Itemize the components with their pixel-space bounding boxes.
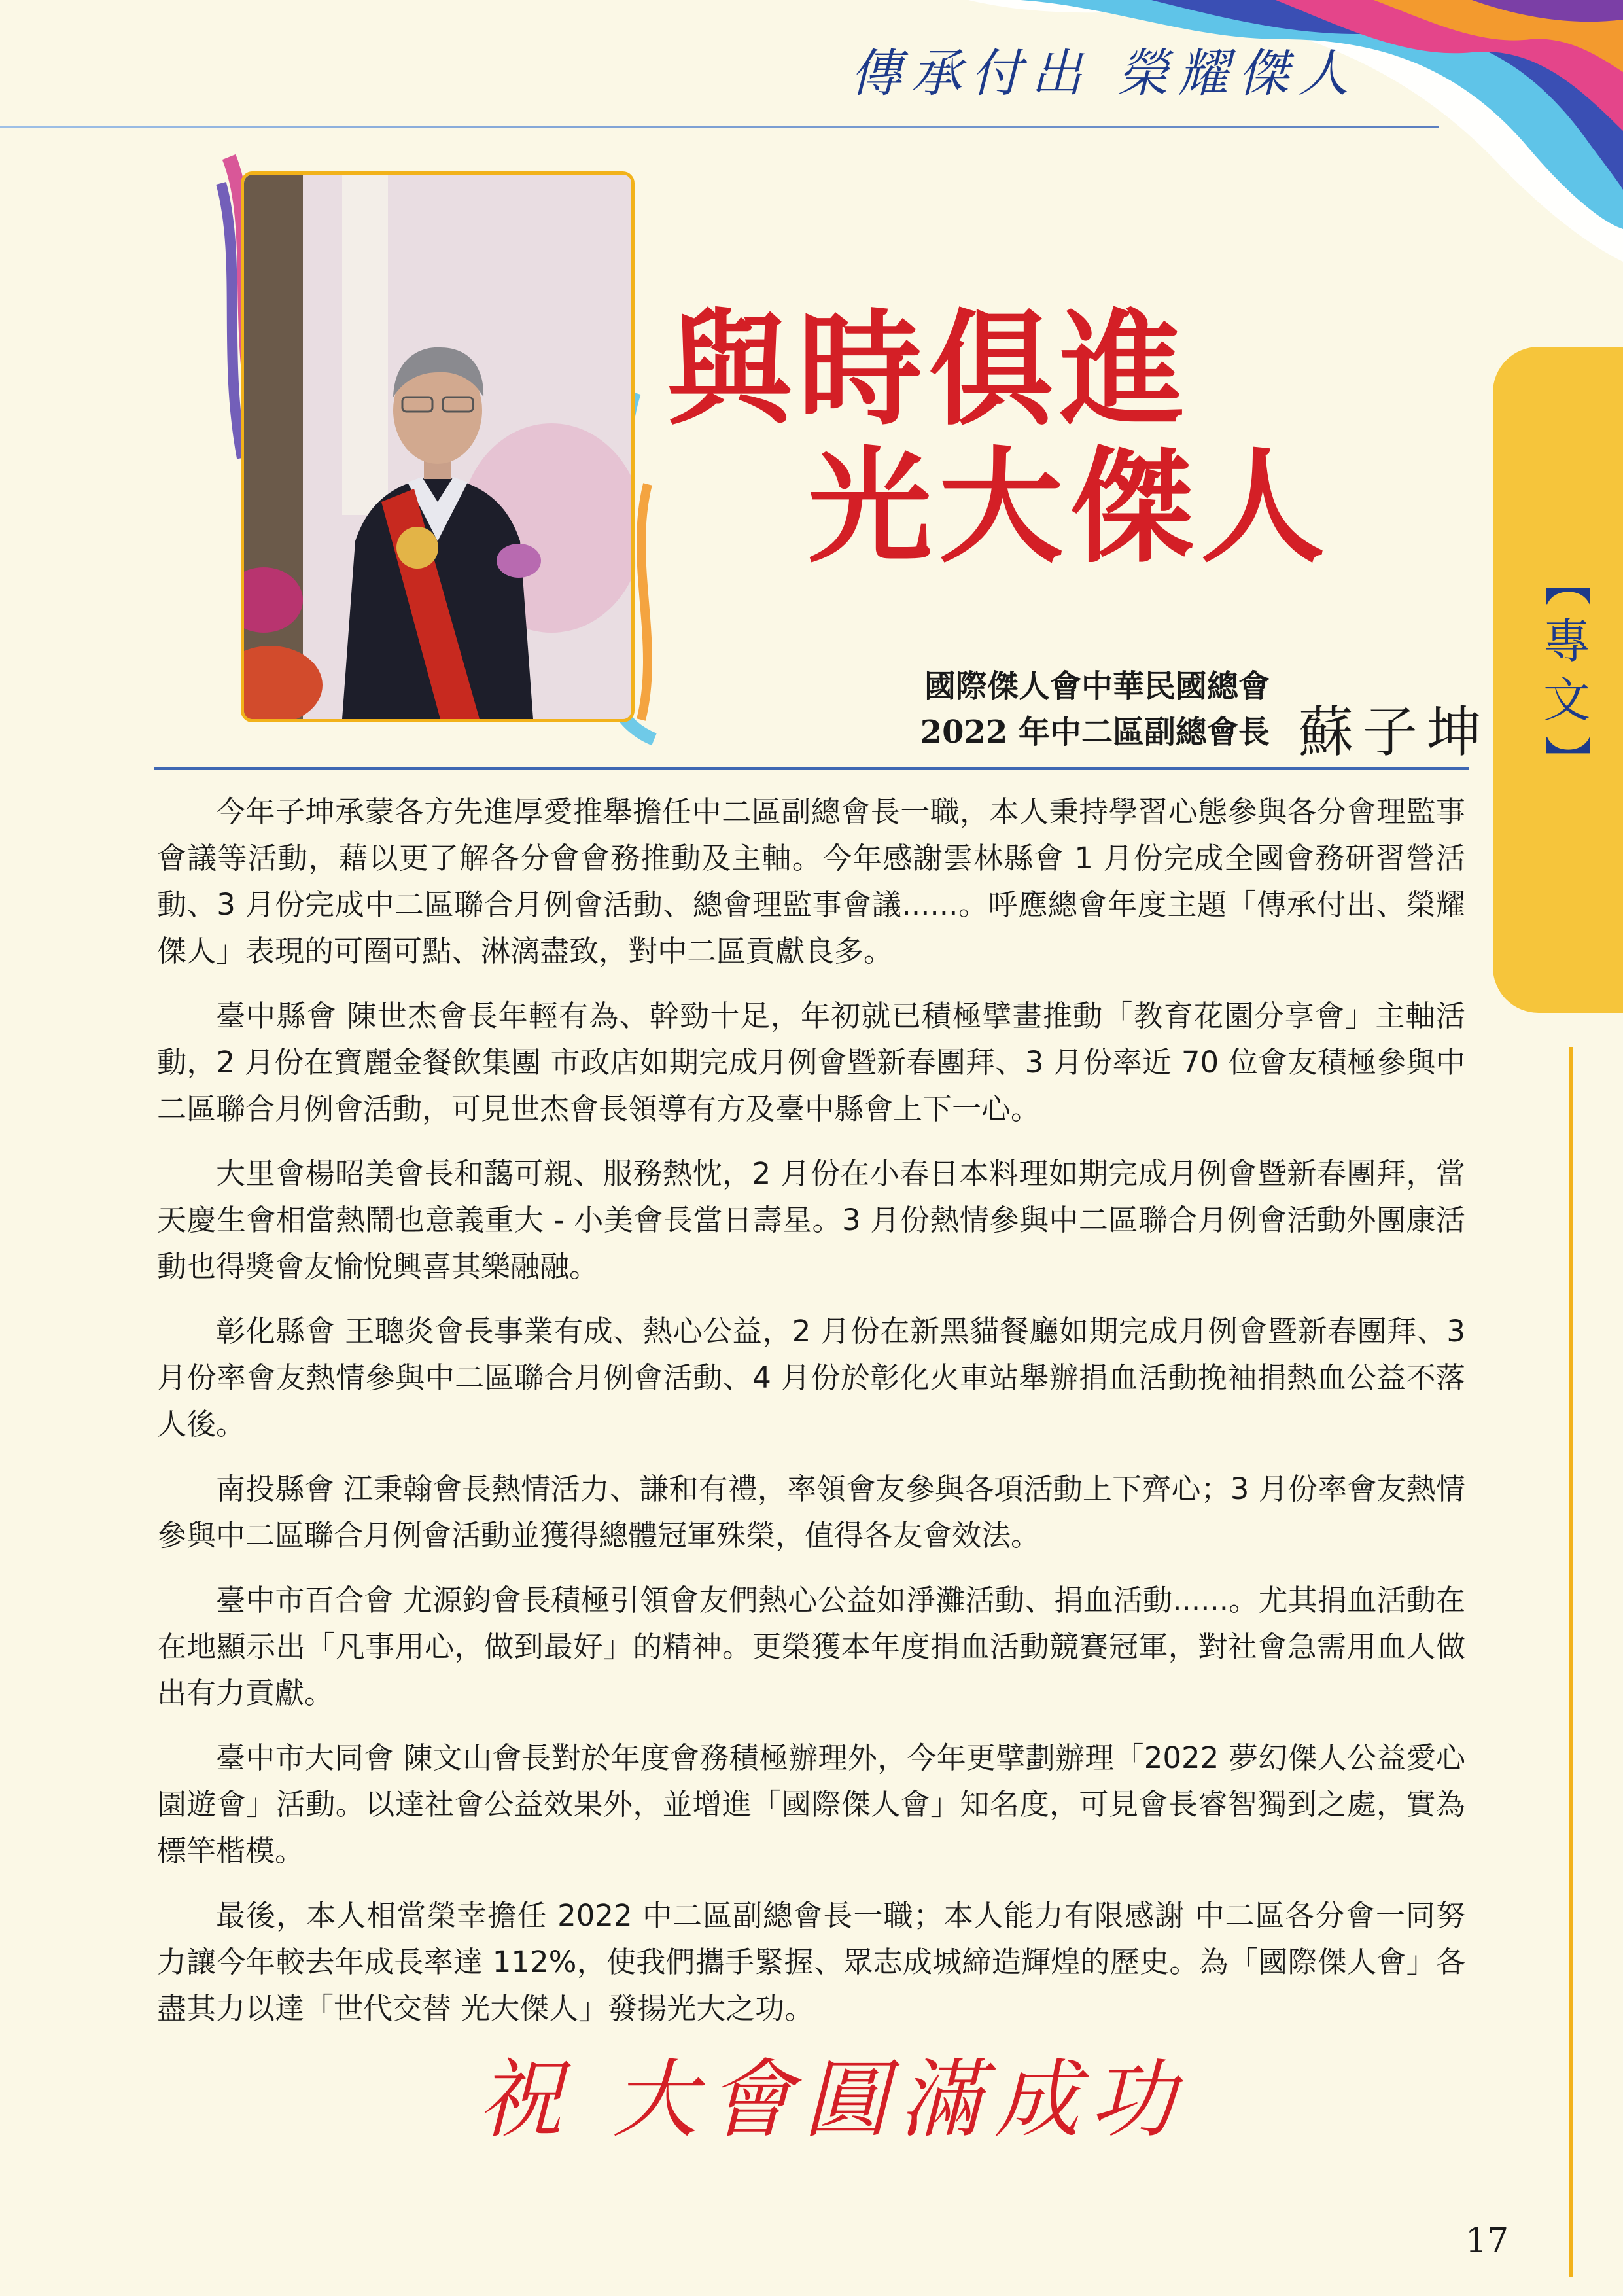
tab-bracket-close: 】 (1539, 735, 1594, 783)
paragraph: 彰化縣會 王聰炎會長事業有成、熱心公益，2 月份在新黑貓餐廳如期完成月例會暨新春團拜、3 月份率會友熱情參與中二區聯合月例會活動、4 月份於彰化火車站舉辦捐血活動挽袖捐熱血公益不落人後。 (157, 1314, 1465, 1441)
header-slogan (850, 33, 1439, 111)
title-divider (154, 767, 1469, 770)
side-rule (1569, 1047, 1573, 2277)
author-position: 2022 年中二區副總會長 (920, 714, 1270, 751)
paragraph: 南投縣會 江秉翰會長熱情活力、謙和有禮，率領會友參與各項活動上下齊心；3 月份率會友熱情參與中二區聯合月例會活動並獲得總體冠軍殊榮，值得各友會效法。 (157, 1472, 1465, 1553)
tab-char-2: 文 (1543, 673, 1590, 728)
paragraph: 臺中市百合會 尤源鈞會長積極引領會友們熱心公益如淨灘活動、捐血活動......。尤其捐血活動在在地顯示出「凡事用心，做到最好」的精神。更榮獲本年度捐血活動競賽冠軍，對社會急需用血人做出有力貢獻。 (157, 1583, 1465, 1710)
page-number: 17 (1465, 2221, 1509, 2261)
article-title-line-2: 光大傑人 (808, 434, 1332, 580)
paragraph: 今年子坤承蒙各方先進厚愛推舉擔任中二區副總會長一職，本人秉持學習心態參與各分會理監事會議等活動，藉以更了解各分會會務推動及主軸。今年感謝雲林縣會 1 月份完成全國會務研習營活動、3 月份完成中二區聯合月例會活動、總會理監事會議......。呼應總會年度主題「傳承付出、榮耀傑人」表現的可圈可點、淋漓盡致，對中二區貢獻良多。 (157, 794, 1465, 968)
author-name: 蘇子坤 (1299, 700, 1492, 764)
paragraph: 大里會楊昭美會長和藹可親、服務熱忱，2 月份在小春日本料理如期完成月例會暨新春團拜，當天慶生會相當熱鬧也意義重大 - 小美會長當日壽星。3 月份熱情參與中二區聯合月例會活動外團康活動也得獎會友愉悅興喜其樂融融。 (157, 1156, 1465, 1284)
tab-char-1: 專 (1543, 614, 1590, 669)
slogan-part-2: 榮耀傑人 (1117, 44, 1359, 103)
article-body (157, 788, 1465, 2050)
portrait-photo (241, 171, 635, 722)
paragraph: 臺中市大同會 陳文山會長對於年度會務積極辦理外，今年更擘劃辦理「2022 夢幻傑人公益愛心園遊會」活動。以達社會公益效果外，並增進「國際傑人會」知名度，可見會長睿智獨到之處，實為標竿楷模。 (157, 1740, 1465, 1868)
closing-blessing (478, 2032, 1263, 2154)
section-tab-label (1534, 553, 1599, 788)
header-rule (0, 126, 1439, 128)
author-organization: 國際傑人會中華民國總會 (924, 668, 1270, 705)
article-title-line-1: 與時俱進 (667, 296, 1191, 442)
tab-bracket-open: 【 (1539, 558, 1594, 606)
slogan-part-1: 傳承付出 (850, 44, 1092, 103)
closing-part-2: 大會圓滿成功 (612, 2050, 1186, 2149)
portrait-illustration (244, 175, 631, 719)
closing-part-1: 祝 (478, 2050, 574, 2149)
paragraph: 臺中縣會 陳世杰會長年輕有為、幹勁十足，年初就已積極擘畫推動「教育花園分享會」主軸活動，2 月份在寶麗金餐飲集團 市政店如期完成月例會暨新春團拜、3 月份率近 70 位會友積極參與中二區聯合月例會活動，可見世杰會長領導有方及臺中縣會上下一心。 (157, 998, 1465, 1126)
paragraph: 最後，本人相當榮幸擔任 2022 中二區副總會長一職；本人能力有限感謝 中二區各分會一同努力讓今年較去年成長率達 112%，使我們攜手緊握、眾志成城締造輝煌的歷史。為「國際傑人會」各盡其力以達「世代交替 光大傑人」發揚光大之功。 (157, 1898, 1465, 2026)
